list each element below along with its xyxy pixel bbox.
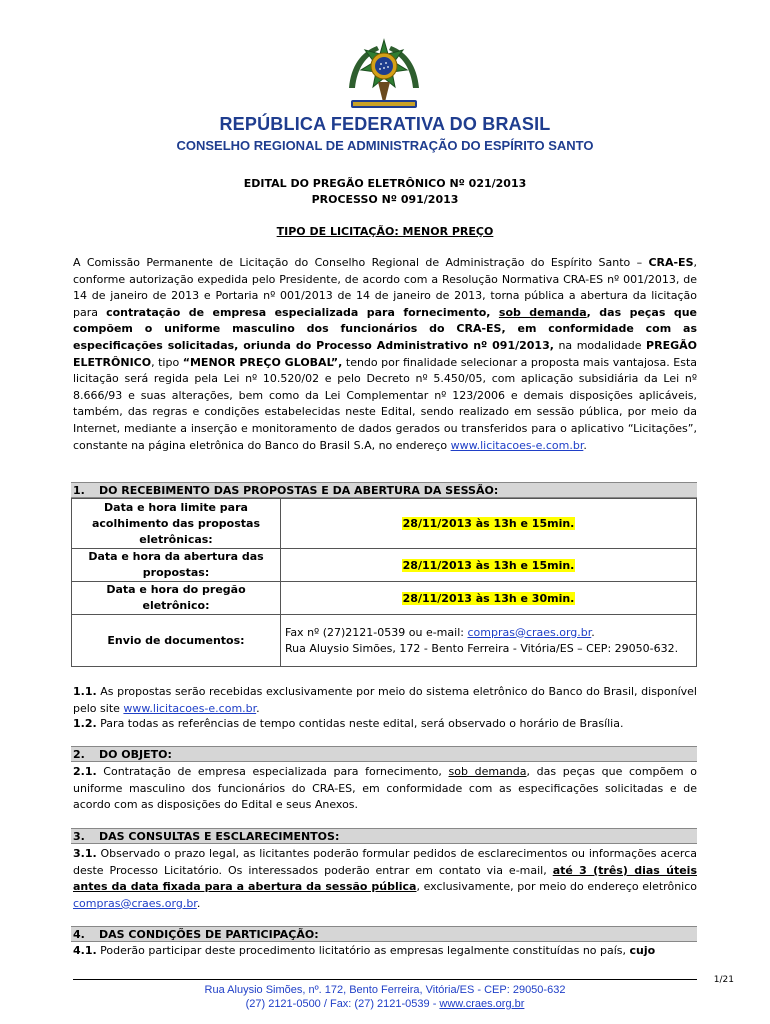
item-4-1-bold: cujo bbox=[629, 944, 656, 957]
opening-value-text: 28/11/2013 às 13h e 15min. bbox=[402, 558, 575, 572]
auction-value-text: 28/11/2013 às 13h e 30min. bbox=[402, 591, 575, 605]
bid-type-text: TIPO DE LICITAÇÃO: MENOR PREÇO bbox=[276, 225, 494, 238]
footer-contact bbox=[0, 998, 770, 1010]
deadline-label: Data e hora limite para acolhimento das propostas eletrônicas: bbox=[72, 499, 281, 549]
item-1-1-number: 1.1. bbox=[73, 685, 97, 698]
item-4-1-number: 4.1. bbox=[73, 944, 97, 957]
item-1-1-end: . bbox=[256, 701, 260, 715]
item-3-1-text-b: , exclusivamente, por meio do endereço eletrônico bbox=[416, 880, 697, 894]
item-1-2-text: Para todas as referências de tempo contidas neste edital, será observado o horário de Brasília. bbox=[96, 717, 624, 730]
intro-bold-5: “MENOR PREÇO GLOBAL”, bbox=[182, 355, 343, 369]
auction-value bbox=[281, 582, 697, 615]
brazil-coat-of-arms-icon bbox=[341, 36, 427, 116]
intro-bold-4: PREGÃO ELETRÔNICO bbox=[73, 338, 697, 369]
documents-value bbox=[281, 615, 697, 667]
process-number: PROCESSO Nº 091/2013 bbox=[311, 193, 459, 206]
intro-bold-1: CRA-ES bbox=[648, 256, 694, 269]
intro-text-3: na modalidade bbox=[553, 338, 647, 352]
item-2-1-text-b: , das peças que compõem o uniforme masculino dos funcionários do CRA-ES, em conformidade com as especificações solicitadas e de acordo com as disposições do Edital e seus Anexos. bbox=[73, 765, 698, 812]
table-row bbox=[72, 582, 697, 615]
compras-email-link[interactable]: compras@craes.org.br bbox=[467, 625, 592, 639]
intro-bold-underline: sob demanda bbox=[498, 305, 587, 319]
opening-value bbox=[281, 549, 697, 582]
section-1-header bbox=[71, 482, 697, 498]
section-2-number: 2. bbox=[73, 748, 85, 761]
documents-fax: Fax nº (27)2121-0539 ou e-mail: bbox=[285, 625, 468, 639]
republic-title: REPÚBLICA FEDERATIVA DO BRASIL bbox=[219, 114, 551, 134]
page-number: 1/21 bbox=[713, 975, 734, 985]
section-4-header bbox=[71, 926, 697, 942]
council-subtitle: CONSELHO REGIONAL DE ADMINISTRAÇÃO DO ESPÍRITO SANTO bbox=[176, 138, 594, 153]
table-row bbox=[72, 549, 697, 582]
intro-text-6: . bbox=[583, 438, 587, 452]
table-row bbox=[72, 499, 697, 549]
footer-divider bbox=[73, 979, 697, 980]
section-2-title: DO OBJETO: bbox=[99, 748, 172, 761]
section-2-header bbox=[71, 746, 697, 762]
item-4-1-text: Poderão participar deste procedimento licitatório as empresas legalmente constituídas no país, bbox=[96, 944, 630, 957]
item-1-1 bbox=[73, 684, 697, 717]
item-2-1-text-a: Contratação de empresa especializada para fornecimento, bbox=[96, 765, 449, 778]
documents-address: Rua Aluysio Simões, 172 - Bento Ferreira - Vitória/ES – CEP: 29050-632. bbox=[285, 641, 679, 655]
opening-label: Data e hora da abertura das propostas: bbox=[72, 549, 281, 582]
item-3-1-end: . bbox=[196, 896, 201, 910]
schedule-table bbox=[71, 498, 697, 667]
intro-bold-2: contratação de empresa especializada para fornecimento, bbox=[106, 305, 499, 319]
item-3-1-bold-underline: até 3 (três) dias úteis antes da data fixada para a abertura da sessão pública bbox=[73, 863, 697, 894]
section-4-number: 4. bbox=[73, 928, 85, 941]
intro-bold-3: , das peças que compõem o uniforme masculino dos funcionários do CRA-ES, em conformidade com as especificações solicitadas, oriunda do Processo Administrativo nº 091/2013, bbox=[73, 305, 698, 352]
section-4-title: DAS CONDIÇÕES DE PARTICIPAÇÃO: bbox=[99, 928, 319, 941]
intro-text-1: A Comissão Permanente de Licitação do Conselho Regional de Administração do Espírito Santo – bbox=[73, 256, 649, 269]
licitacoes-link-2[interactable]: www.licitacoes-e.com.br bbox=[123, 701, 257, 715]
section-3-number: 3. bbox=[73, 830, 85, 843]
intro-text-5: tendo por finalidade selecionar a proposta mais vantajosa. Esta licitação será regida pela Lei nº 10.520/02 e pelo Decreto nº 5.450/05, com aplicação subsidiária da Lei nº 8.666/93 e suas alterações, bem como da Lei Complementar nº 123/2006 e demais disposições aplicáveis, também, das regras e condições estabelecidas neste Edital, sendo realizado em sessão pública, por meio da Internet, mediante a inserção e monitoramento de dados gerados ou transferidos para o aplicativo “Licitações”, constante na página eletrônica do Banco do Brasil S.A, no endereço bbox=[73, 355, 697, 452]
section-3-header bbox=[71, 828, 697, 844]
intro-text-4: , tipo bbox=[151, 355, 183, 369]
footer-address: Rua Aluysio Simões, nº. 172, Bento Ferreira, Vitória/ES - CEP: 29050-632 bbox=[204, 984, 566, 996]
craes-website-link[interactable]: www.craes.org.br bbox=[439, 998, 525, 1010]
compras-email-link-2[interactable]: compras@craes.org.br bbox=[73, 896, 197, 910]
footer-phones: (27) 2121-0500 / Fax: (27) 2121-0539 - bbox=[245, 998, 440, 1010]
item-1-2-number: 1.2. bbox=[73, 717, 97, 730]
licitacoes-link[interactable]: www.licitacoes-e.com.br bbox=[450, 438, 584, 452]
bid-type bbox=[0, 225, 770, 238]
documents-fax-end: . bbox=[591, 625, 595, 639]
item-2-1-number: 2.1. bbox=[73, 765, 97, 778]
deadline-value-text: 28/11/2013 às 13h e 15min. bbox=[402, 517, 575, 530]
intro-paragraph bbox=[73, 255, 697, 454]
item-3-1-text-a: Observado o prazo legal, as licitantes poderão formular pedidos de esclarecimentos ou informações acerca deste Processo Licitatório. Os interessados poderão entrar em contato via e-mail, bbox=[73, 847, 697, 877]
item-1-1-text: As propostas serão recebidas exclusivamente por meio do sistema eletrônico do Banco do Brasil, disponível pelo site bbox=[73, 685, 697, 715]
section-1-title: DO RECEBIMENTO DAS PROPOSTAS E DA ABERTURA DA SESSÃO: bbox=[99, 484, 499, 497]
edital-number: EDITAL DO PREGÃO ELETRÔNICO Nº 021/2013 bbox=[243, 177, 527, 190]
auction-label: Data e hora do pregão eletrônico: bbox=[72, 582, 281, 615]
item-2-1-underline: sob demanda bbox=[448, 765, 527, 778]
intro-text-2: , conforme autorização expedida pelo Presidente, de acordo com a Resolução Normativa CRA-ES nº 001/2013, de 14 de janeiro de 2013 e Portaria nº 001/2013 de 14 de janeiro de 2013, torna pública a abertura da licitação para bbox=[73, 256, 697, 319]
item-3-1 bbox=[73, 846, 697, 912]
section-3-title: DAS CONSULTAS E ESCLARECIMENTOS: bbox=[99, 830, 340, 843]
deadline-value bbox=[281, 499, 697, 549]
item-1-2 bbox=[73, 716, 697, 733]
documents-label: Envio de documentos: bbox=[72, 615, 281, 667]
table-row bbox=[72, 615, 697, 667]
section-1-number: 1. bbox=[73, 484, 85, 497]
item-3-1-number: 3.1. bbox=[73, 847, 97, 860]
item-2-1 bbox=[73, 764, 697, 814]
item-4-1 bbox=[73, 943, 697, 960]
